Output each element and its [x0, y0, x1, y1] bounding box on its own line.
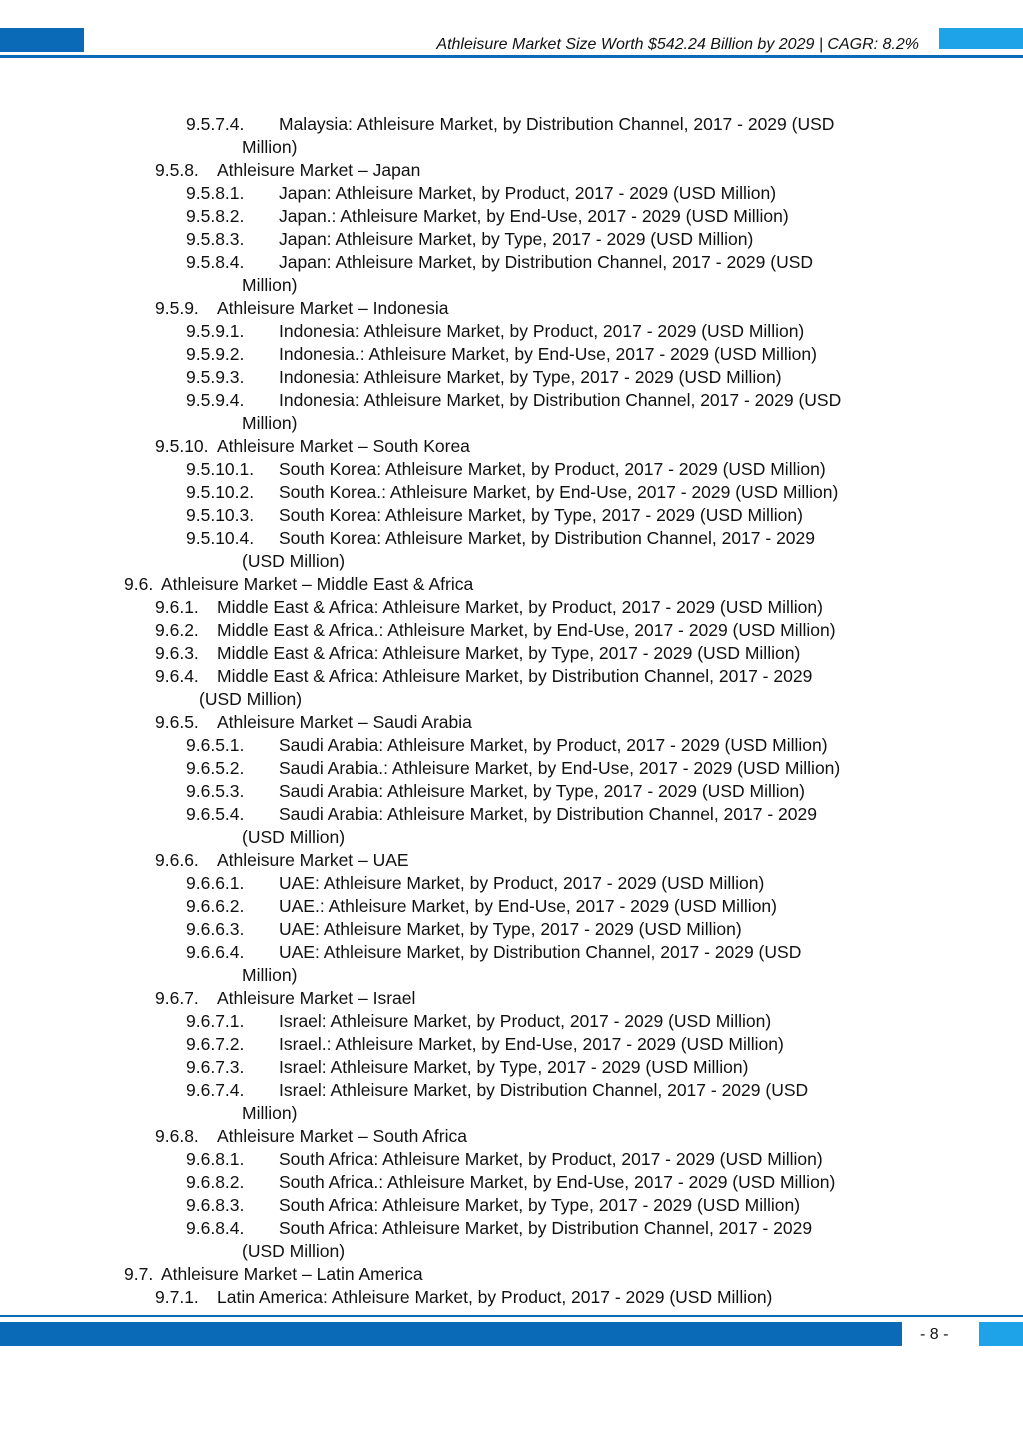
toc-entry-number: 9.6.8.: [155, 1126, 199, 1146]
toc-entry[interactable]: [0, 1171, 1023, 1194]
toc-entry-number: 9.6.8.3.: [186, 1195, 245, 1215]
toc-entry-continuation[interactable]: [0, 136, 1023, 159]
toc-entry-number: 9.5.10.4.: [186, 528, 255, 548]
toc-entry-number: 9.6.5.2.: [186, 758, 245, 778]
toc-entry-continuation[interactable]: [0, 826, 1023, 849]
toc-entry-number: 9.6.7.: [155, 988, 199, 1008]
toc-entry[interactable]: [0, 1148, 1023, 1171]
toc-entry-continuation[interactable]: [0, 688, 1023, 711]
toc-entry-number: 9.5.9.4.: [186, 390, 245, 410]
header-accent-bar-left: [0, 28, 84, 52]
toc-entry-number: 9.6.7.1.: [186, 1011, 245, 1031]
toc-entry[interactable]: [0, 1125, 1023, 1148]
toc-entry-title: (USD Million): [199, 689, 303, 709]
toc-entry[interactable]: [0, 228, 1023, 251]
toc-entry[interactable]: [0, 1079, 1023, 1102]
toc-entry-number: 9.7.1.: [155, 1287, 199, 1307]
toc-entry-title: Japan: Athleisure Market, by Distribution Channel, 2017 - 2029 (USD: [279, 252, 814, 272]
toc-entry[interactable]: [0, 734, 1023, 757]
toc-entry-title: Middle East & Africa: Athleisure Market, by Distribution Channel, 2017 - 2029: [217, 666, 813, 686]
toc-entry-title: Israel: Athleisure Market, by Product, 2017 - 2029 (USD Million): [279, 1011, 772, 1031]
toc-entry-continuation[interactable]: [0, 550, 1023, 573]
toc-entry[interactable]: [0, 159, 1023, 182]
header-rule: [0, 55, 1023, 58]
toc-entry-number: 9.6.5.4.: [186, 804, 245, 824]
toc-entry-number: 9.6.6.3.: [186, 919, 245, 939]
header-accent-bar-right: [939, 28, 1023, 49]
toc-entry-number: 9.6.5.1.: [186, 735, 245, 755]
toc-entry[interactable]: [0, 343, 1023, 366]
toc-entry-number: 9.5.8.2.: [186, 206, 245, 226]
toc-entry[interactable]: [0, 757, 1023, 780]
toc-entry-number: 9.7.: [124, 1264, 154, 1284]
toc-entry-number: 9.5.9.: [155, 298, 199, 318]
toc-entry[interactable]: [0, 320, 1023, 343]
toc-entry[interactable]: [0, 665, 1023, 688]
toc-entry-title: Athleisure Market – Japan: [217, 160, 421, 180]
toc-entry-title: Million): [242, 413, 298, 433]
toc-entry[interactable]: [0, 803, 1023, 826]
toc-entry-number: 9.6.5.3.: [186, 781, 245, 801]
toc-entry-title: Middle East & Africa: Athleisure Market, by Type, 2017 - 2029 (USD Million): [217, 643, 801, 663]
toc-entry-number: 9.5.8.1.: [186, 183, 245, 203]
toc-entry-title: UAE.: Athleisure Market, by End-Use, 2017 - 2029 (USD Million): [279, 896, 777, 916]
toc-entry-title: Indonesia: Athleisure Market, by Distribution Channel, 2017 - 2029 (USD: [279, 390, 842, 410]
toc-entry-title: Athleisure Market – UAE: [217, 850, 409, 870]
toc-entry-number: 9.5.9.2.: [186, 344, 245, 364]
toc-entry-title: Saudi Arabia: Athleisure Market, by Distribution Channel, 2017 - 2029: [279, 804, 817, 824]
toc-entry-title: Japan.: Athleisure Market, by End-Use, 2017 - 2029 (USD Million): [279, 206, 789, 226]
toc-entry-number: 9.6.6.: [155, 850, 199, 870]
toc-entry-title: South Africa: Athleisure Market, by Distribution Channel, 2017 - 2029: [279, 1218, 813, 1238]
toc-entry-number: 9.6.1.: [155, 597, 199, 617]
toc-entry-number: 9.6.8.1.: [186, 1149, 245, 1169]
toc-entry[interactable]: [0, 251, 1023, 274]
footer-rule: [0, 1315, 1023, 1317]
toc-entry[interactable]: [0, 1286, 1023, 1309]
page-number: - 8 -: [920, 1326, 949, 1343]
toc-entry-number: 9.5.9.3.: [186, 367, 245, 387]
toc-entry[interactable]: [0, 1194, 1023, 1217]
toc-entry-title: South Korea.: Athleisure Market, by End-Use, 2017 - 2029 (USD Million): [279, 482, 839, 502]
toc-entry-number: 9.5.10.: [155, 436, 209, 456]
toc-entry[interactable]: [0, 527, 1023, 550]
toc-entry-title: UAE: Athleisure Market, by Type, 2017 - 2029 (USD Million): [279, 919, 742, 939]
toc-entry[interactable]: [0, 113, 1023, 136]
table-of-contents: [0, 113, 1023, 1309]
toc-entry-continuation[interactable]: [0, 1240, 1023, 1263]
toc-entry-title: (USD Million): [242, 827, 346, 847]
footer-accent-bar-right: [979, 1322, 1023, 1346]
toc-entry[interactable]: [0, 642, 1023, 665]
toc-entry[interactable]: [0, 182, 1023, 205]
toc-entry-title: Saudi Arabia.: Athleisure Market, by End-Use, 2017 - 2029 (USD Million): [279, 758, 841, 778]
toc-entry[interactable]: [0, 458, 1023, 481]
toc-entry[interactable]: [0, 366, 1023, 389]
toc-entry-title: Israel: Athleisure Market, by Distribution Channel, 2017 - 2029 (USD: [279, 1080, 809, 1100]
toc-entry[interactable]: [0, 780, 1023, 803]
toc-entry-continuation[interactable]: [0, 412, 1023, 435]
page-header-title: Athleisure Market Size Worth $542.24 Billion by 2029 | CAGR: 8.2%: [436, 36, 919, 53]
toc-entry-title: UAE: Athleisure Market, by Distribution Channel, 2017 - 2029 (USD: [279, 942, 802, 962]
toc-entry-title: Athleisure Market – Middle East & Africa: [161, 574, 474, 594]
toc-entry[interactable]: [0, 918, 1023, 941]
toc-entry-title: Middle East & Africa: Athleisure Market, by Product, 2017 - 2029 (USD Million): [217, 597, 823, 617]
toc-entry-title: Million): [242, 965, 298, 985]
toc-entry-number: 9.6.8.4.: [186, 1218, 245, 1238]
toc-entry[interactable]: [0, 619, 1023, 642]
toc-entry-title: Japan: Athleisure Market, by Product, 2017 - 2029 (USD Million): [279, 183, 777, 203]
toc-entry[interactable]: [0, 895, 1023, 918]
toc-entry[interactable]: [0, 435, 1023, 458]
toc-entry-title: Million): [242, 1103, 298, 1123]
toc-entry-title: South Korea: Athleisure Market, by Product, 2017 - 2029 (USD Million): [279, 459, 826, 479]
toc-entry-title: Japan: Athleisure Market, by Type, 2017 - 2029 (USD Million): [279, 229, 754, 249]
toc-entry-number: 9.6.5.: [155, 712, 199, 732]
toc-entry[interactable]: [0, 1217, 1023, 1240]
toc-entry-number: 9.6.3.: [155, 643, 199, 663]
toc-entry-number: 9.5.8.4.: [186, 252, 245, 272]
toc-entry-number: 9.6.6.2.: [186, 896, 245, 916]
toc-entry-title: South Africa.: Athleisure Market, by End-Use, 2017 - 2029 (USD Million): [279, 1172, 836, 1192]
toc-entry-number: 9.6.: [124, 574, 154, 594]
toc-entry-title: Middle East & Africa.: Athleisure Market, by End-Use, 2017 - 2029 (USD Million): [217, 620, 836, 640]
toc-entry-title: Israel: Athleisure Market, by Type, 2017 - 2029 (USD Million): [279, 1057, 749, 1077]
toc-entry-number: 9.6.7.3.: [186, 1057, 245, 1077]
toc-entry-title: (USD Million): [242, 1241, 346, 1261]
toc-entry-title: Million): [242, 275, 298, 295]
toc-entry[interactable]: [0, 504, 1023, 527]
toc-entry-title: Athleisure Market – Saudi Arabia: [217, 712, 472, 732]
toc-entry[interactable]: [0, 481, 1023, 504]
toc-entry[interactable]: [0, 941, 1023, 964]
toc-entry-title: Athleisure Market – South Korea: [217, 436, 470, 456]
toc-entry-title: Israel.: Athleisure Market, by End-Use, 2017 - 2029 (USD Million): [279, 1034, 784, 1054]
toc-entry-continuation[interactable]: [0, 1102, 1023, 1125]
toc-entry[interactable]: [0, 1033, 1023, 1056]
toc-entry-title: Latin America: Athleisure Market, by Product, 2017 - 2029 (USD Million): [217, 1287, 773, 1307]
toc-entry-title: South Africa: Athleisure Market, by Type, 2017 - 2029 (USD Million): [279, 1195, 801, 1215]
toc-entry-title: Athleisure Market – South Africa: [217, 1126, 467, 1146]
toc-entry[interactable]: [0, 711, 1023, 734]
toc-entry-number: 9.6.6.1.: [186, 873, 245, 893]
toc-entry[interactable]: [0, 987, 1023, 1010]
toc-entry-title: Malaysia: Athleisure Market, by Distribution Channel, 2017 - 2029 (USD: [279, 114, 835, 134]
toc-entry-title: Indonesia: Athleisure Market, by Type, 2017 - 2029 (USD Million): [279, 367, 782, 387]
toc-entry-title: UAE: Athleisure Market, by Product, 2017 - 2029 (USD Million): [279, 873, 765, 893]
toc-entry-number: 9.6.8.2.: [186, 1172, 245, 1192]
toc-entry-number: 9.6.7.4.: [186, 1080, 245, 1100]
toc-entry-title: South Korea: Athleisure Market, by Distribution Channel, 2017 - 2029: [279, 528, 816, 548]
toc-entry-continuation[interactable]: [0, 964, 1023, 987]
footer-accent-bar: [0, 1322, 902, 1346]
toc-entry[interactable]: [0, 573, 1023, 596]
toc-entry-title: Million): [242, 137, 298, 157]
toc-entry-number: 9.5.8.: [155, 160, 199, 180]
toc-entry[interactable]: [0, 1010, 1023, 1033]
toc-entry-title: Saudi Arabia: Athleisure Market, by Type, 2017 - 2029 (USD Million): [279, 781, 805, 801]
toc-entry-number: 9.5.8.3.: [186, 229, 245, 249]
toc-entry-title: Indonesia: Athleisure Market, by Product, 2017 - 2029 (USD Million): [279, 321, 805, 341]
toc-entry-title: Athleisure Market – Israel: [217, 988, 416, 1008]
toc-entry-number: 9.5.10.1.: [186, 459, 255, 479]
toc-entry[interactable]: [0, 849, 1023, 872]
toc-entry-number: 9.5.10.3.: [186, 505, 255, 525]
toc-entry[interactable]: [0, 872, 1023, 895]
toc-entry-number: 9.6.7.2.: [186, 1034, 245, 1054]
toc-entry[interactable]: [0, 596, 1023, 619]
toc-entry[interactable]: [0, 1056, 1023, 1079]
toc-entry[interactable]: [0, 297, 1023, 320]
toc-entry-title: Athleisure Market – Indonesia: [217, 298, 449, 318]
toc-entry-title: (USD Million): [242, 551, 346, 571]
toc-entry[interactable]: [0, 205, 1023, 228]
toc-entry-number: 9.5.9.1.: [186, 321, 245, 341]
toc-entry[interactable]: [0, 1263, 1023, 1286]
toc-entry-title: Saudi Arabia: Athleisure Market, by Product, 2017 - 2029 (USD Million): [279, 735, 828, 755]
toc-entry-title: Indonesia.: Athleisure Market, by End-Use, 2017 - 2029 (USD Million): [279, 344, 817, 364]
toc-entry-title: South Africa: Athleisure Market, by Product, 2017 - 2029 (USD Million): [279, 1149, 823, 1169]
toc-entry-number: 9.6.2.: [155, 620, 199, 640]
toc-entry-title: Athleisure Market – Latin America: [161, 1264, 423, 1284]
toc-entry-number: 9.6.4.: [155, 666, 199, 686]
toc-entry-number: 9.5.10.2.: [186, 482, 255, 502]
toc-entry-number: 9.6.6.4.: [186, 942, 245, 962]
toc-entry-number: 9.5.7.4.: [186, 114, 245, 134]
toc-entry-continuation[interactable]: [0, 274, 1023, 297]
toc-entry[interactable]: [0, 389, 1023, 412]
toc-entry-title: South Korea: Athleisure Market, by Type, 2017 - 2029 (USD Million): [279, 505, 803, 525]
